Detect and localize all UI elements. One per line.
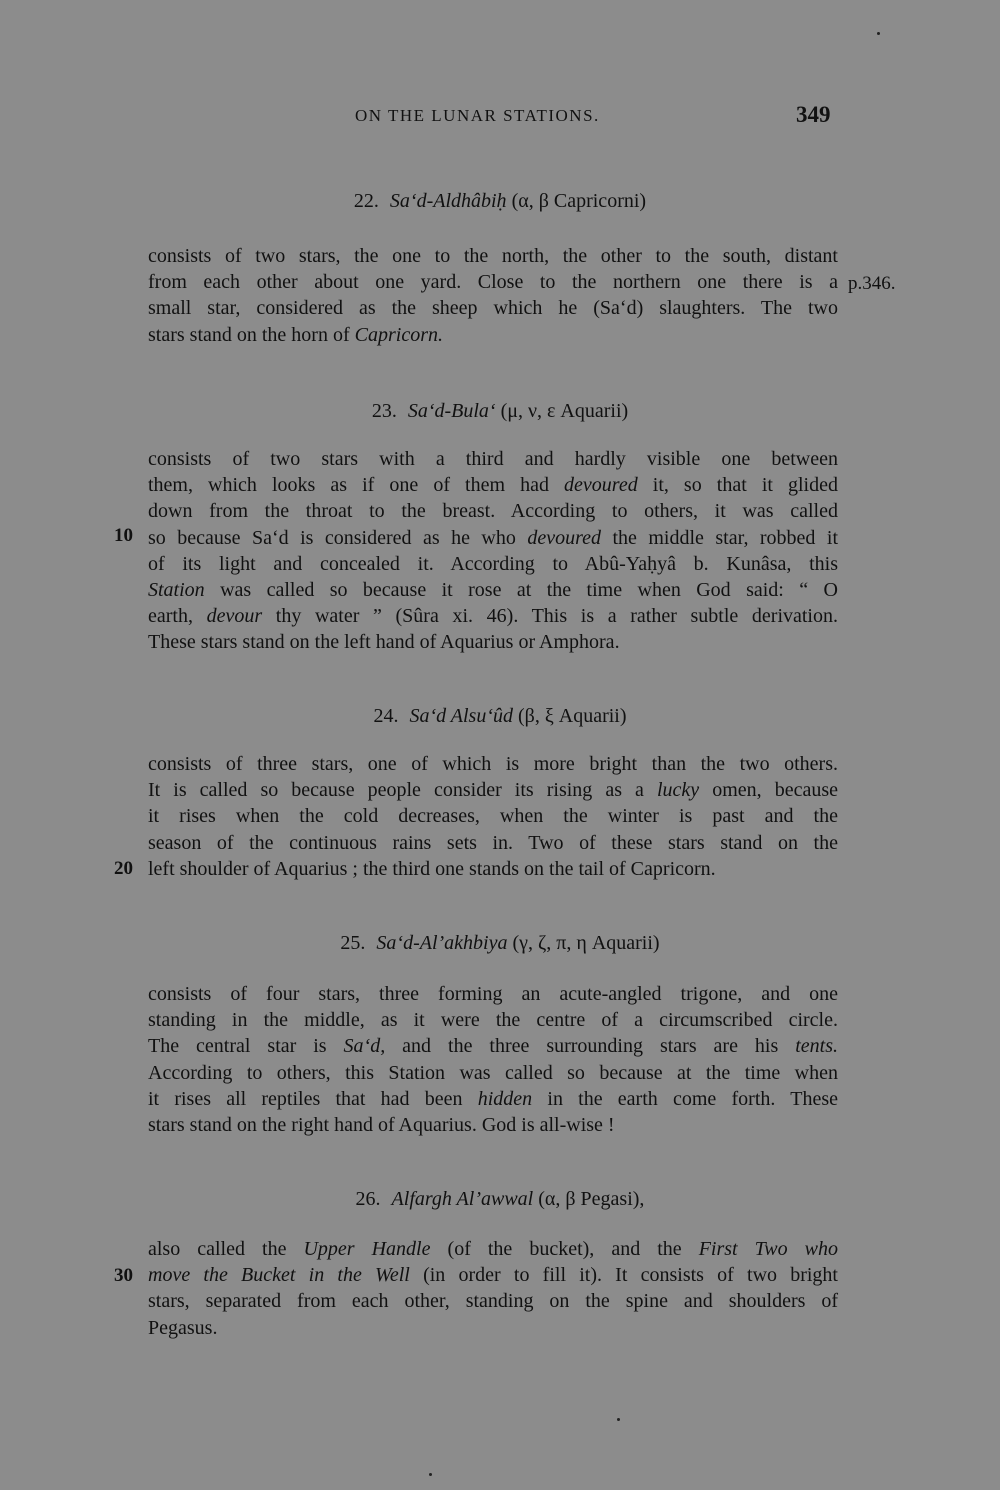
text-run: left shoulder of Aquarius ; the third one stands on the tail of Capricorn. bbox=[148, 857, 716, 880]
section-number: 24. bbox=[373, 705, 399, 727]
text-line bbox=[148, 1315, 838, 1341]
text-line bbox=[148, 1288, 838, 1314]
section-number: 22. bbox=[353, 190, 379, 212]
text-line bbox=[148, 269, 838, 295]
text-run: omen, because bbox=[699, 779, 838, 802]
text-run: in the earth come forth. These bbox=[532, 1087, 838, 1110]
text-run: (in order to fill it). It consists of two bright bbox=[409, 1264, 838, 1287]
section-number: 26. bbox=[355, 1188, 381, 1210]
text-run: consists of two stars, the one to the north, the other to the south, distant bbox=[148, 245, 838, 267]
margin-page-reference: p.346. bbox=[848, 273, 896, 294]
text-line bbox=[148, 856, 838, 882]
text-run: Pegasus. bbox=[148, 1316, 218, 1339]
line-number: 30 bbox=[114, 1265, 133, 1286]
station-name: Sa‘d-Aldhâbiḥ bbox=[389, 190, 507, 212]
text-run: was called so because it rose at the time when God said: “ O bbox=[204, 579, 838, 602]
station-name: Sa‘d-Al’akhbiya bbox=[376, 932, 508, 954]
text-run: It is called so because people consider its rising as a bbox=[148, 779, 657, 802]
italic-text: Station bbox=[148, 579, 205, 602]
star-designation: (β, ξ Aquarii) bbox=[518, 705, 627, 727]
text-run: (of the bucket), and the bbox=[430, 1238, 699, 1260]
text-run: down from the throat to the breast. According to others, it was called bbox=[148, 500, 838, 523]
section-paragraph bbox=[148, 446, 838, 656]
text-line bbox=[148, 777, 838, 803]
station-name: Alfargh Al’awwal bbox=[391, 1188, 534, 1210]
text-line bbox=[148, 498, 838, 524]
text-run: thy water ” (Sûra xi. 46). This is a rather subtle derivation. bbox=[262, 605, 838, 628]
italic-text: move the Bucket in the Well bbox=[148, 1264, 410, 1287]
text-line bbox=[148, 1060, 838, 1086]
text-run: According to others, this Station was called so because at the time when bbox=[148, 1061, 838, 1084]
text-run: consists of two stars with a third and hardly visible one between bbox=[148, 448, 838, 470]
text-line bbox=[148, 295, 838, 321]
text-line bbox=[148, 446, 838, 472]
section-number: 25. bbox=[340, 932, 366, 954]
star-designation: (α, β Pegasi), bbox=[538, 1188, 645, 1210]
text-line bbox=[148, 551, 838, 577]
page-header bbox=[0, 102, 1000, 136]
text-line bbox=[148, 603, 838, 629]
text-run: season of the continuous rains sets in. Two of these stars stand on the bbox=[148, 831, 838, 854]
section-heading bbox=[0, 188, 1000, 214]
text-line bbox=[148, 577, 838, 603]
text-run: of its light and concealed it. According to Abû-Yaḥyâ b. Kunâsa, this bbox=[148, 552, 838, 575]
scan-speck bbox=[617, 1418, 620, 1421]
text-line bbox=[148, 1033, 838, 1059]
italic-text: devoured bbox=[527, 526, 602, 549]
text-run: the middle star, robbed it bbox=[601, 526, 839, 549]
section-heading bbox=[0, 703, 1000, 729]
italic-text: tents. bbox=[795, 1035, 839, 1058]
text-line bbox=[148, 1086, 838, 1112]
station-name: Sa‘d Alsu‘ûd bbox=[409, 705, 513, 727]
text-line bbox=[148, 1112, 838, 1138]
text-run: The central star is bbox=[148, 1035, 344, 1058]
text-run: standing in the middle, as it were the centre of a circumscribed circle. bbox=[148, 1009, 838, 1032]
text-run: it rises when the cold decreases, when the winter is past and the bbox=[148, 805, 838, 828]
text-run: stars, separated from each other, standing on the spine and shoulders of bbox=[148, 1290, 838, 1313]
italic-text: hidden bbox=[477, 1087, 533, 1110]
text-line bbox=[148, 322, 838, 348]
text-line bbox=[148, 751, 838, 777]
line-number: 20 bbox=[114, 858, 133, 879]
text-run: it rises all reptiles that had been bbox=[148, 1087, 478, 1110]
italic-text: lucky bbox=[656, 779, 700, 802]
text-run: it, so that it glided bbox=[637, 474, 838, 497]
text-run: and the three surrounding stars are his bbox=[385, 1035, 796, 1058]
text-run: earth, bbox=[148, 605, 207, 628]
text-run: stars stand on the right hand of Aquarius. God is all-wise ! bbox=[148, 1114, 615, 1137]
star-designation: (μ, ν, ε Aquarii) bbox=[500, 400, 629, 422]
text-run: also called the bbox=[148, 1238, 304, 1260]
text-line bbox=[148, 243, 838, 269]
text-line bbox=[148, 981, 838, 1007]
section-number: 23. bbox=[371, 400, 397, 422]
text-run: stars stand on the horn of bbox=[148, 323, 355, 346]
station-name: Sa‘d-Bula‘ bbox=[407, 400, 496, 422]
section-paragraph bbox=[148, 1236, 838, 1341]
text-line bbox=[148, 629, 838, 655]
text-line bbox=[148, 525, 838, 551]
line-number: 10 bbox=[114, 525, 133, 546]
italic-text: Upper Handle bbox=[303, 1238, 431, 1260]
section-heading bbox=[0, 1186, 1000, 1212]
text-line bbox=[148, 830, 838, 856]
text-run: consists of four stars, three forming an acute-angled trigone, and one bbox=[148, 983, 838, 1005]
section-heading bbox=[0, 398, 1000, 424]
italic-text: Capricorn. bbox=[354, 323, 443, 346]
scan-speck bbox=[429, 1473, 432, 1476]
italic-text: First Two who bbox=[698, 1238, 838, 1260]
italic-text: devoured bbox=[564, 474, 638, 497]
text-run: These stars stand on the left hand of Aquarius or Amphora. bbox=[148, 631, 620, 654]
text-line bbox=[148, 1236, 838, 1262]
text-run: so because Sa‘d is considered as he who bbox=[148, 526, 528, 549]
italic-text: Sa‘d, bbox=[343, 1035, 386, 1058]
page-number: 349 bbox=[796, 102, 831, 127]
text-line bbox=[148, 472, 838, 498]
text-line bbox=[148, 803, 838, 829]
scan-speck bbox=[877, 32, 880, 35]
star-designation: (α, β Capricorni) bbox=[511, 190, 647, 212]
italic-text: devour bbox=[206, 605, 263, 628]
section-heading bbox=[0, 930, 1000, 956]
section-paragraph bbox=[148, 243, 838, 348]
text-run: them, which looks as if one of them had bbox=[148, 474, 565, 497]
text-line bbox=[148, 1262, 838, 1288]
running-title: ON THE LUNAR STATIONS. bbox=[355, 106, 600, 125]
text-run: consists of three stars, one of which is more bright than the two others. bbox=[148, 753, 838, 775]
section-paragraph bbox=[148, 751, 838, 882]
section-paragraph bbox=[148, 981, 838, 1138]
star-designation: (γ, ζ, π, η Aquarii) bbox=[512, 932, 660, 954]
text-run: from each other about one yard. Close to the northern one there is a bbox=[148, 271, 838, 294]
text-run: small star, considered as the sheep which he (Sa‘d) slaughters. The two bbox=[148, 297, 838, 320]
text-line bbox=[148, 1007, 838, 1033]
